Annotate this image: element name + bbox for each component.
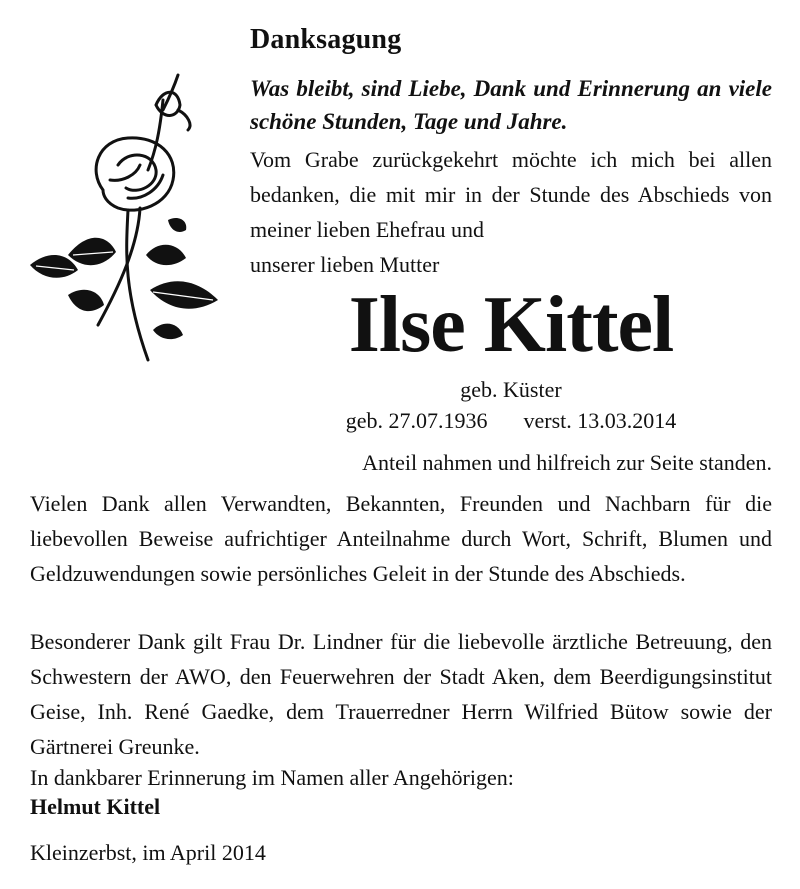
rose-icon <box>28 70 228 370</box>
maiden-name: geb. Küster <box>460 377 562 402</box>
death-date: verst. 13.03.2014 <box>523 408 677 433</box>
place-date: Kleinzerbst, im April 2014 <box>30 840 266 865</box>
signer-name: Helmut Kittel <box>30 794 161 819</box>
intro-text <box>250 142 772 282</box>
thanks-paragraph-2: Besonderer Dank gilt Frau Dr. Lindner für die liebevolle ärztliche Betreuung, den Schwestern der AWO, den Feuerwehren der Stadt Aken, dem Beerdigungsinstitut Geise, Inh. René Gaedke, dem Trauerredner Herrn Wilfried Bütow sowie der Gärtnerei Greunke. <box>30 629 772 759</box>
thanks-paragraph-1: Vielen Dank allen Verwandten, Bekannten, Freunden und Nachbarn für die liebevollen Beweise aufrichtiger Anteilnahme durch Wort, Schrift, Blumen und Geldzuwendungen sowie persönliches Geleit in der Stunde des Abschieds. <box>30 491 772 586</box>
deceased-name: Ilse Kittel <box>348 281 674 369</box>
life-dates <box>250 408 772 434</box>
participation-line: Anteil nahmen und hilfreich zur Seite standen. <box>362 450 772 475</box>
intro-last-line: unserer lieben Mutter <box>250 252 440 277</box>
page-title: Danksagung <box>250 24 402 55</box>
motto: Was bleibt, sind Liebe, Dank und Erinnerung an viele schöne Stunden, Tage und Jahre. <box>250 76 772 134</box>
birth-date: geb. 27.07.1936 <box>345 408 488 433</box>
closing-line: In dankbarer Erinnerung im Namen aller Angehörigen: <box>30 765 514 790</box>
intro-body: Vom Grabe zurückgekehrt möchte ich mich bei allen bedanken, die mit mir in der Stunde des Abschieds von meiner lieben Ehefrau und <box>250 147 772 242</box>
